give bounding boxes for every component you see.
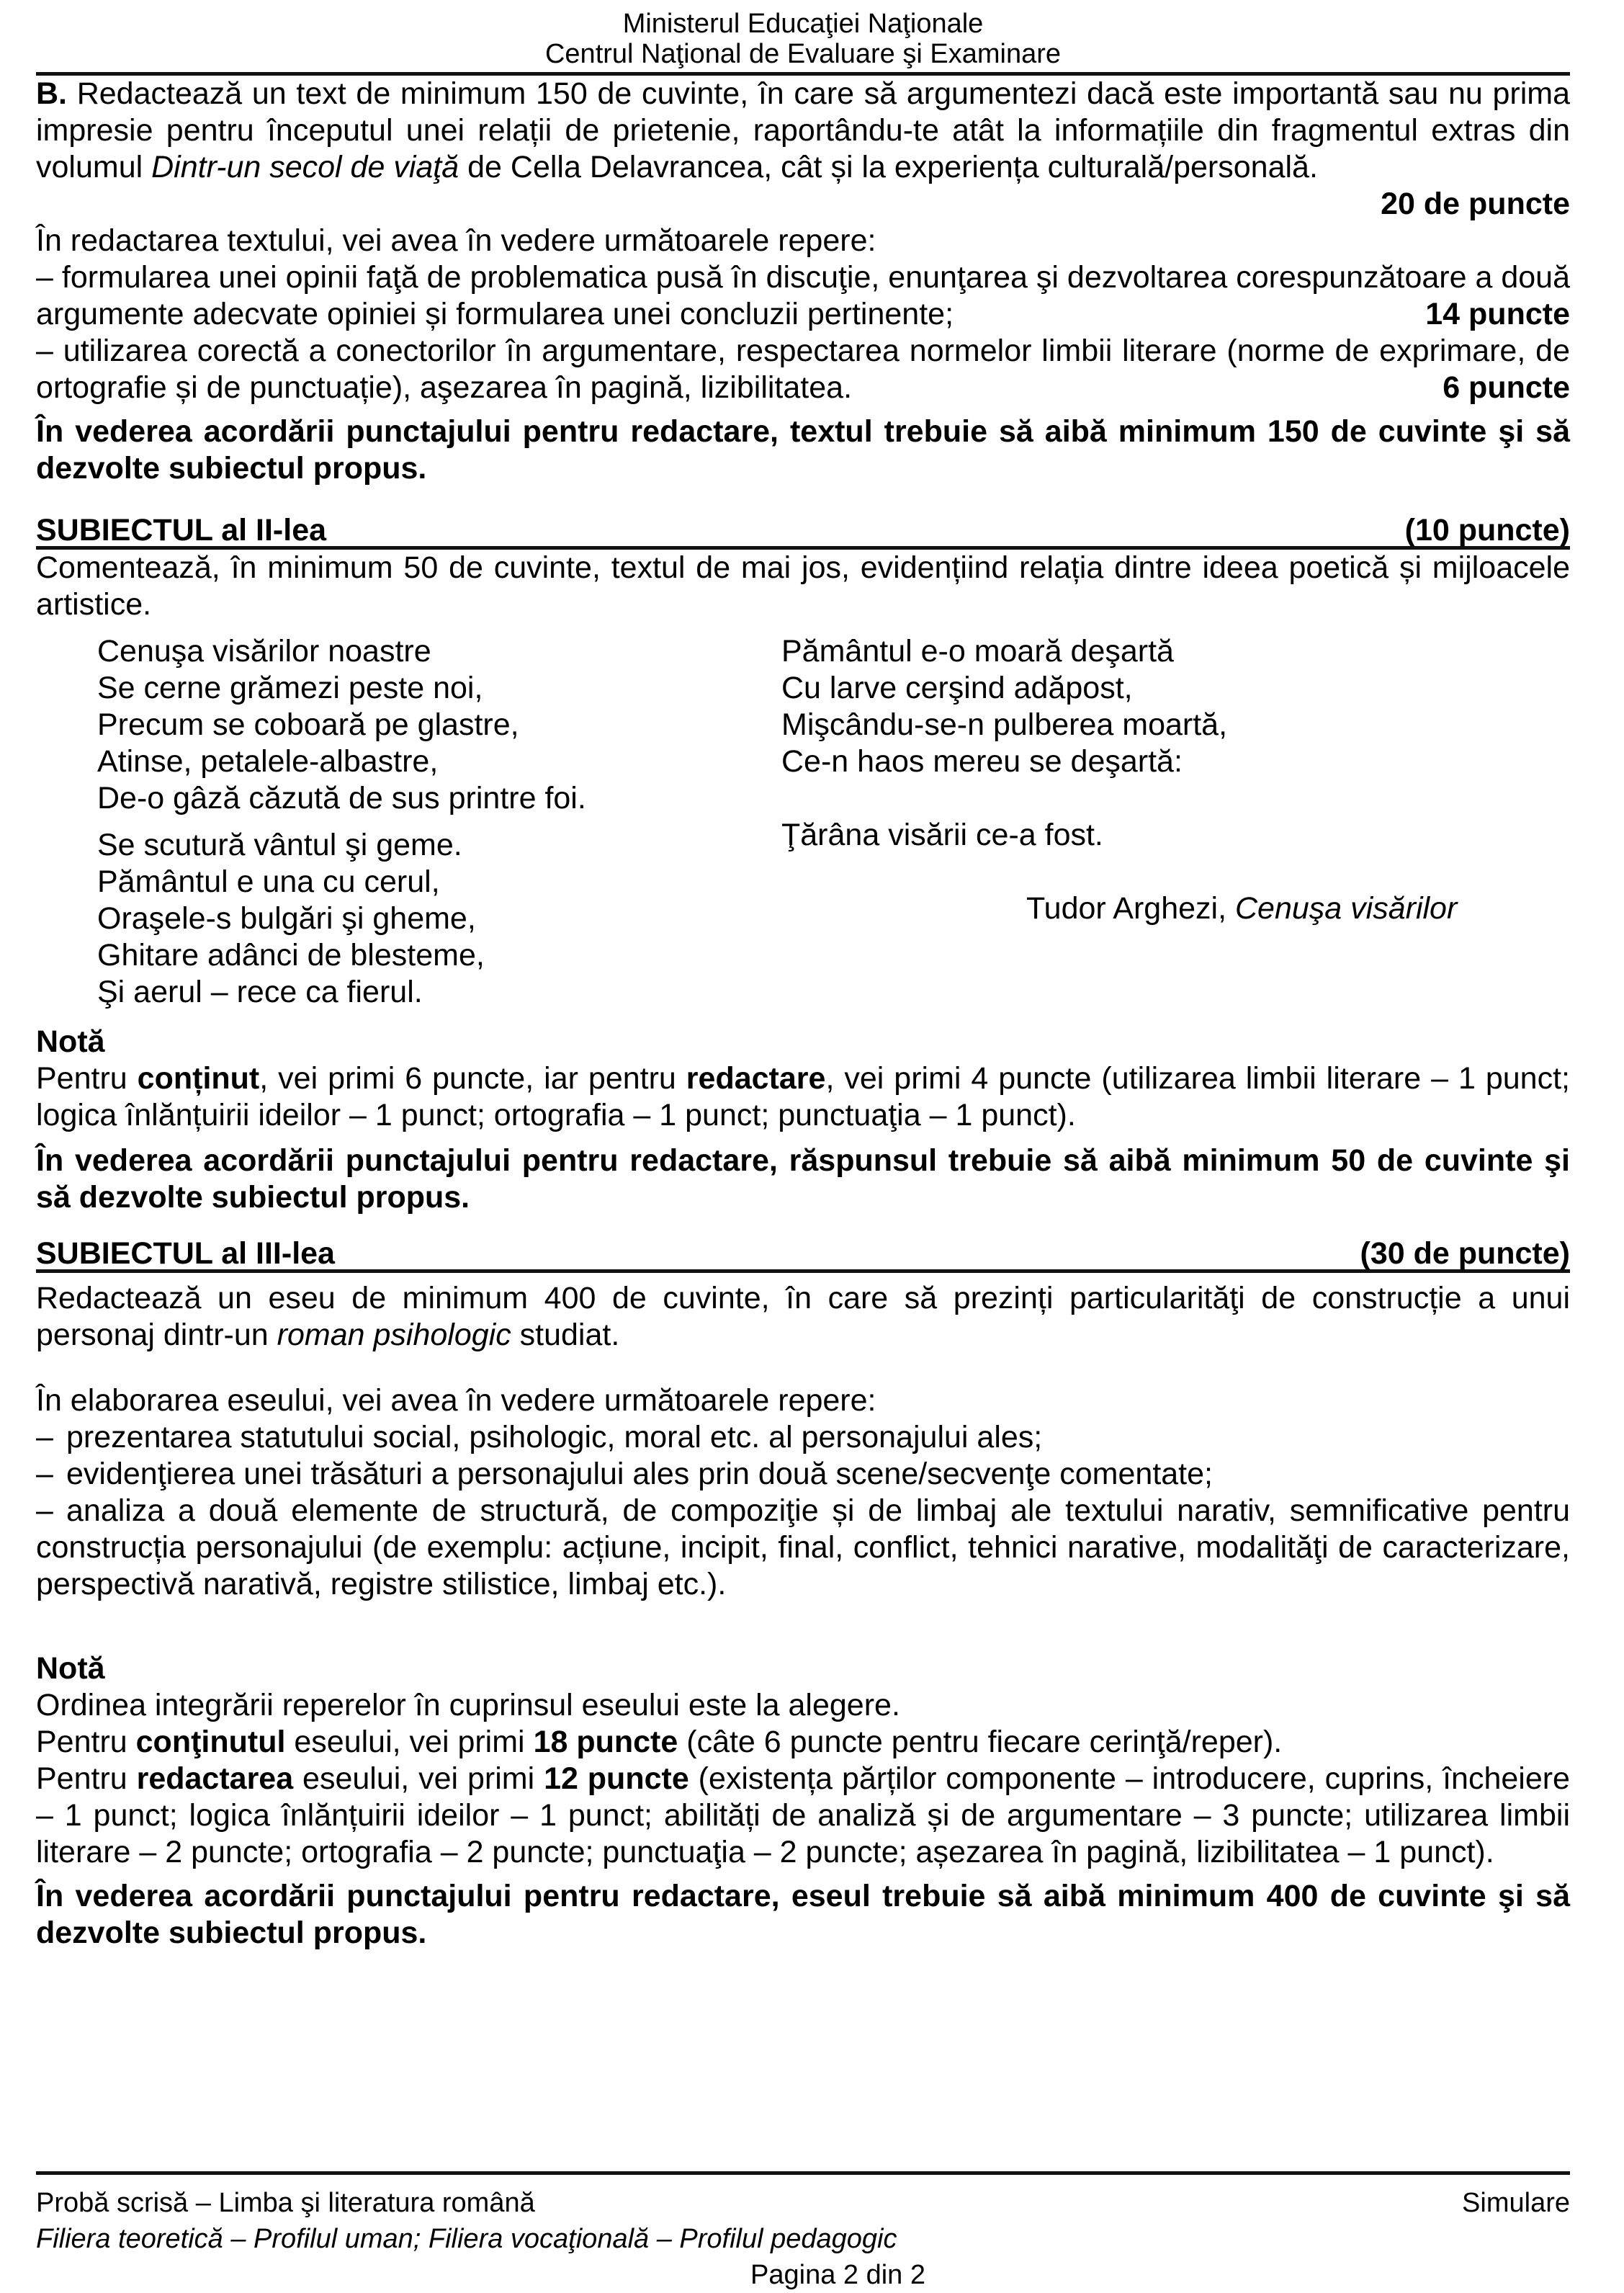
subject-2 xyxy=(36,514,1570,1216)
part-b-prompt: B. Redactează un text de minimum 150 de cuvinte, în care să argumentezi dacă este importantă sau nu prima impresie pentru începutul unei relații de prietenie, raportându-te atât la informațiile din fragmentul extras din volumul Dintr-un secol de viaţă de Cella Delavrancea, cât și la experiența culturală/personală. xyxy=(36,76,1570,184)
page-footer xyxy=(36,2168,1570,2293)
subject-3-title: SUBIECTUL al III-lea xyxy=(36,1236,335,1271)
subject-2-requirement: În vederea acordării punctajului pentru redactare, răspunsul trebuie să aibă minimum 50 de cuvinte şi să dezvolte subiectul propus. xyxy=(36,1143,1570,1215)
criterion-2: – utilizarea corectă a conectorilor în argumentare, respectarea normelor limbii literare (norme de exprimare, de ortografie și de punctuație), aşezarea în pagină, lizibilitatea. 6 puncte xyxy=(36,334,1570,405)
exam-type: Simulare xyxy=(1462,2188,1570,2218)
criterion-1: – formularea unei opinii faţă de problematica pusă în discuţie, enunţarea şi dezvoltarea corespunzătoare a două argumente adecvate opiniei și formularea unei concluzii pertinente; 14 puncte xyxy=(36,260,1570,331)
subject-2-heading xyxy=(36,514,1570,550)
exam-name: Probă scrisă – Limba şi literatura română xyxy=(36,2188,535,2218)
exam-profile: Filiera teoretică – Profilul uman; Filiera vocaţională – Profilul pedagogic xyxy=(36,2224,897,2254)
subject-3-note-3: Pentru redactarea eseului, vei primi 12 puncte (existența părților componente – introducere, cuprins, încheiere – 1 punct; logica înlănțuirii ideilor – 1 punct; abilități de analiză și de argumentare – 3 puncte; utilizarea limbii literare – 2 puncte; ortografia – 2 puncte; punctuaţia – 2 puncte; așezarea în pagină, lizibilitatea – 1 punct). xyxy=(36,1761,1570,1869)
subject-2-prompt: Comentează, în minimum 50 de cuvinte, textul de mai jos, evidențiind relația dintre ideea poetică și mijloacele artistice. xyxy=(36,550,1570,622)
subject-2-note: Pentru conținut, vei primi 6 puncte, iar pentru redactare, vei primi 4 puncte (utilizarea limbii literare – 1 punct; logica înlănțuirii ideilor – 1 punct; ortografia – 1 punct; punctuaţia – 1 punct). xyxy=(36,1061,1570,1132)
part-b-points: 20 de puncte xyxy=(1381,187,1570,221)
subject-3-requirement: În vederea acordării punctajului pentru redactare, eseul trebuie să aibă minimum 400 de cuvinte şi să dezvolte subiectul propus. xyxy=(36,1879,1570,1950)
poem xyxy=(36,633,1570,1011)
poem-right-column: Pământul e-o moară deşartă Cu larve cerşind adăpost, Mişcându-se-n pulberea moartă, Ce-n haos mereu se deşartă: Ţărâna visării ce-a fost. Tudor Arghezi, Cenuşa visărilor xyxy=(781,634,1458,926)
subject-3-note-2: Pentru conţinutul eseului, vei primi 18 puncte (câte 6 puncte pentru fiecare cerinţă/reper). xyxy=(36,1725,1283,1759)
poem-left-column: Cenuşa visărilor noastre Se cerne grămezi peste noi, Precum se coboară pe glastre, Atinse, petalele-albastre, De-o gâză căzută de sus printre foi. Se scutură vântul şi geme. Pământul e una cu cerul, Oraşele-s bulgări şi gheme, Ghitare adânci de blesteme, Şi aerul – rece ca fierul. xyxy=(97,634,586,1009)
part-b-label: B. xyxy=(36,76,67,111)
subject-3-heading xyxy=(36,1238,1570,1273)
subject-3 xyxy=(36,1238,1570,1952)
bullet-2: – evidenţierea unei trăsături a personajului ales prin două scene/secvenţe comentate; xyxy=(36,1457,1213,1491)
book-title: Dintr-un secol de viaţă xyxy=(151,150,459,184)
part-b xyxy=(36,76,1570,487)
criterion-1-points: 14 puncte xyxy=(1425,297,1570,331)
bullet-3: – analiza a două elemente de structură, de compoziţie și de limbaj ale textului narativ, semnificative pentru construcția personajului (de exemplu: acțiune, incipit, final, conflict, tehnici narative, modalităţi de caracterizare, perspectivă narativă, registre stilistice, limbaj etc.). xyxy=(36,1493,1570,1601)
exam-page xyxy=(36,0,1570,1952)
bullet-1: – prezentarea statutului social, psihologic, moral etc. al personajului ales; xyxy=(36,1420,1043,1454)
subject-3-note-1: Ordinea integrării reperelor în cuprinsul eseului este la alegere. xyxy=(36,1688,900,1722)
poem-attribution: Tudor Arghezi, Cenuşa visărilor xyxy=(1026,891,1458,926)
subject-2-note-title: Notă xyxy=(36,1024,105,1059)
page-header xyxy=(36,0,1570,69)
subject-2-points: (10 puncte) xyxy=(1404,513,1570,547)
part-b-requirement: În vederea acordării punctajului pentru redactare, textul trebuie să aibă minimum 150 de cuvinte şi să dezvolte subiectul propus. xyxy=(36,414,1570,486)
page-number: Pagina 2 din 2 xyxy=(750,2260,925,2290)
criterion-2-points: 6 puncte xyxy=(1443,370,1570,405)
ministry-name: Ministerul Educaţiei Naţionale xyxy=(622,9,984,39)
subject-3-intro: În elaborarea eseului, vei avea în vedere următoarele repere: xyxy=(36,1383,876,1418)
footer-divider xyxy=(36,2171,1570,2175)
center-name: Centrul Naţional de Evaluare şi Examinare xyxy=(544,39,1062,69)
subject-3-note-title: Notă xyxy=(36,1651,105,1686)
part-b-intro: În redactarea textului, vei avea în vedere următoarele repere: xyxy=(36,223,876,258)
subject-3-points: (30 de puncte) xyxy=(1360,1236,1570,1271)
subject-3-prompt: Redactează un eseu de minimum 400 de cuvinte, în care să prezinți particularităţi de construcție a unui personaj dintr-un roman psihologic studiat. xyxy=(36,1281,1570,1352)
subject-2-title: SUBIECTUL al II-lea xyxy=(36,513,327,547)
